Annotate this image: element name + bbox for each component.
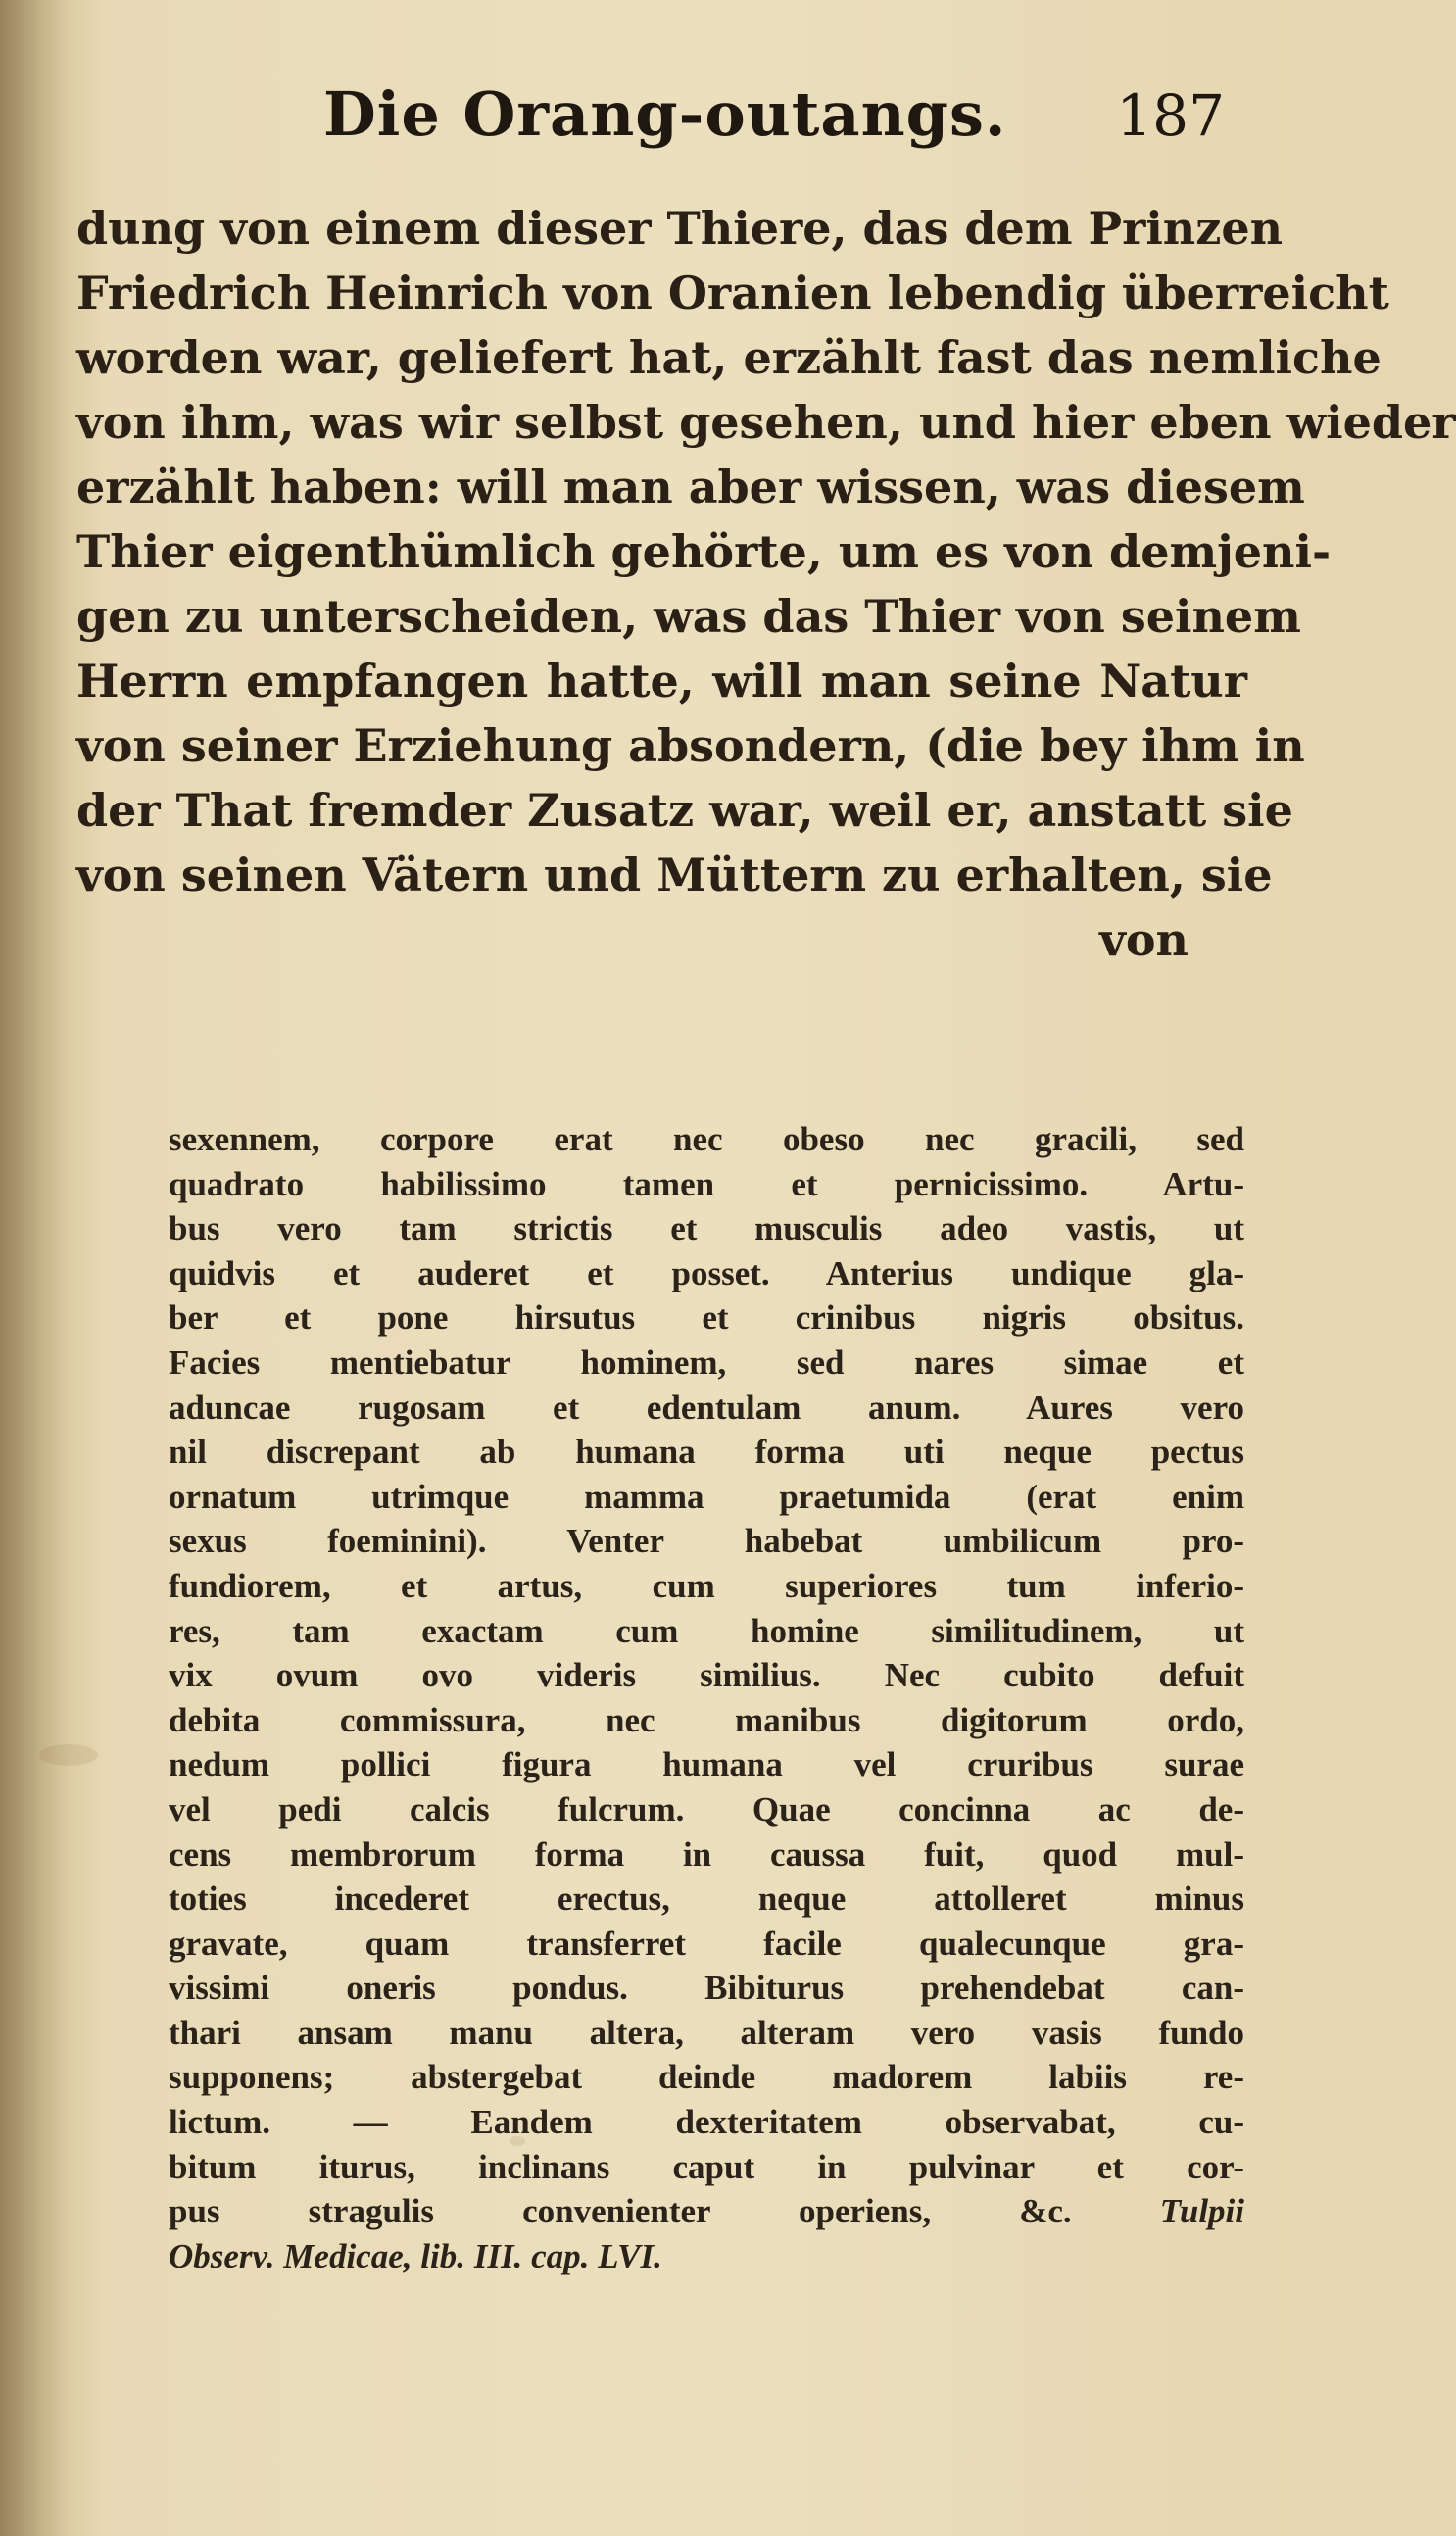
latin-line: cens membrorum forma in caussa fuit, quod mul- — [169, 1834, 1244, 1874]
german-line: erzählt haben: will man aber wissen, was diesem — [76, 461, 1305, 513]
latin-line: aduncae rugosam et edentulam anum. Aures vero — [169, 1388, 1244, 1427]
latin-line: sexus foeminini). Venter habebat umbilicum pro- — [169, 1522, 1244, 1561]
latin-line: vel pedi calcis fulcrum. Quae concinna ac de- — [169, 1789, 1244, 1829]
citation-work: Observ. Medicae, — [169, 2236, 413, 2275]
german-line: der That fremder Zusatz war, weil er, anstatt sie — [76, 784, 1293, 837]
latin-line: vissimi oneris pondus. Bibiturus prehendebat can- — [169, 1969, 1244, 2008]
latin-line: vix ovum ovo videris similius. Nec cubito defuit — [169, 1656, 1244, 1695]
german-paragraph — [76, 196, 1456, 972]
latin-line: quidvis et auderet et posset. Anterius undique gla- — [169, 1253, 1244, 1292]
citation-author: Tulpii — [1159, 2192, 1244, 2231]
latin-line: debita commissura, nec manibus digitorum ordo, — [169, 1700, 1244, 1739]
german-line: Herrn empfangen hatte, will man seine Natur — [76, 655, 1247, 707]
latin-line: bitum iturus, inclinans caput in pulvinar et cor- — [169, 2147, 1244, 2186]
binding-gutter-shadow — [0, 0, 69, 2536]
latin-line: Facies mentiebatur hominem, sed nares simae et — [169, 1342, 1244, 1382]
german-line: gen zu unterscheiden, was das Thier von seinem — [76, 590, 1301, 643]
german-line: dung von einem dieser Thiere, das dem Prinzen — [76, 202, 1284, 255]
latin-line: fundiorem, et artus, cum superiores tum inferio- — [169, 1566, 1244, 1605]
running-title: Die Orang-outangs. — [323, 78, 1007, 150]
citation-chapter: cap. LVI. — [531, 2236, 662, 2275]
german-line: von seinen Vätern und Müttern zu erhalten, sie — [76, 849, 1273, 902]
page-number: 187 — [1116, 82, 1225, 149]
latin-line: res, tam exactam cum homine similitudinem, ut — [169, 1611, 1244, 1650]
latin-line: sexennem, corpore erat nec obeso nec gracili, sed — [169, 1120, 1244, 1158]
latin-line-with-author — [169, 2189, 1244, 2234]
german-line: Friedrich Heinrich von Oranien lebendig überreicht — [76, 267, 1389, 319]
latin-line: bus vero tam strictis et musculis adeo vastis, ut — [169, 1209, 1244, 1248]
paper-stain — [39, 1744, 98, 1766]
german-line: von seiner Erziehung absondern, (die bey ihm in — [76, 719, 1305, 772]
latin-line: thari ansam manu altera, alteram vero vasis fundo — [169, 2013, 1244, 2052]
latin-line: toties incederet erectus, neque attolleret minus — [169, 1879, 1244, 1919]
latin-line: ornatum utrimque mamma praetumida (erat enim — [169, 1477, 1244, 1516]
catchword: von — [1099, 913, 1189, 966]
german-line: von ihm, was wir selbst gesehen, und hier eben wieder — [76, 396, 1456, 449]
latin-line-text: pus stragulis convenienter operiens, &c. — [169, 2192, 1072, 2231]
latin-line: nil discrepant ab humana forma uti neque pectus — [169, 1433, 1244, 1472]
german-line: Thier eigenthümlich gehörte, um es von demjeni- — [76, 525, 1332, 578]
german-line: worden war, geliefert hat, erzählt fast das nemliche — [76, 331, 1382, 384]
latin-line: gravate, quam transferret facile qualecunque gra- — [169, 1924, 1244, 1963]
page-header — [323, 78, 1225, 167]
latin-line: quadrato habilissimo tamen et pernicissimo. Artu- — [169, 1164, 1244, 1203]
citation-book: lib. III. — [420, 2236, 523, 2275]
latin-line: ber et pone hirsutus et crinibus nigris obsitus. — [169, 1298, 1244, 1338]
citation-line — [169, 2234, 1244, 2279]
latin-line: supponens; abstergebat deinde madorem labiis re- — [169, 2058, 1244, 2097]
latin-line: lictum. — Eandem dexteritatem observabat, cu- — [169, 2103, 1244, 2142]
latin-footnote — [169, 1117, 1244, 2278]
latin-line: nedum pollici figura humana vel cruribus surae — [169, 1745, 1244, 1784]
